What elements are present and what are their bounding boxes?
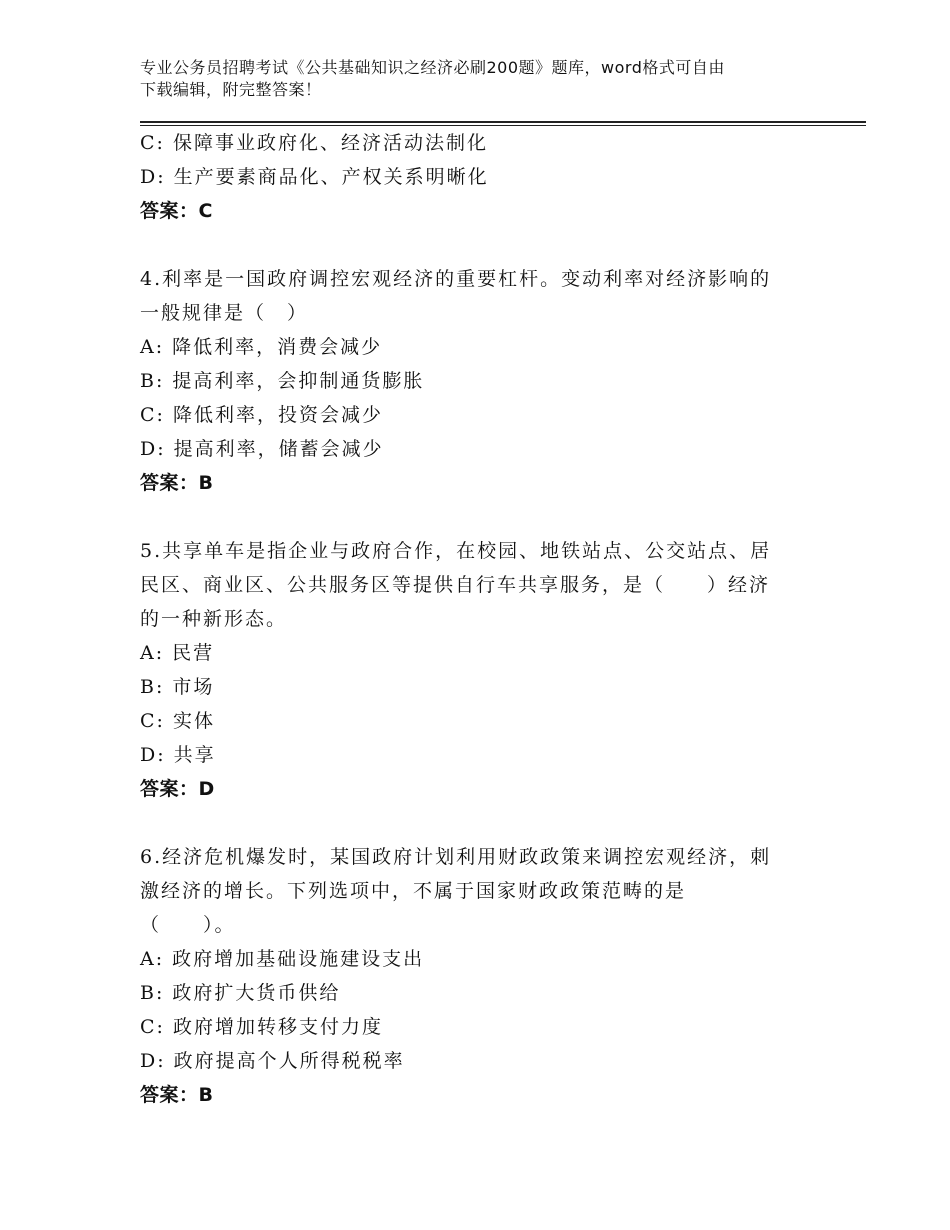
q5-stem-line-1: 5.共享单车是指企业与政府合作，在校园、地铁站点、公交站点、居	[140, 540, 772, 562]
q3-option-d: D: 生产要素商品化、产权关系明晰化	[140, 166, 489, 188]
q6-answer: 答案：B	[140, 1084, 214, 1106]
question-5	[140, 534, 860, 806]
question-content	[140, 126, 860, 1112]
q5-option-a: A: 民营	[140, 642, 215, 664]
q6-stem-line-2: 激经济的增长。下列选项中，不属于国家财政政策范畴的是	[140, 880, 687, 902]
q4-option-c: C: 降低利率，投资会减少	[140, 404, 383, 426]
header-line-2: 下载编辑，附完整答案！	[140, 80, 322, 99]
q5-option-d: D: 共享	[140, 744, 216, 766]
spacer	[140, 500, 860, 534]
q5-stem-line-2: 民区、商业区、公共服务区等提供自行车共享服务，是（ ）经济	[140, 574, 771, 596]
q5-stem-line-3: 的一种新形态。	[140, 608, 288, 630]
q4-option-a: A: 降低利率，消费会减少	[140, 336, 383, 358]
q5-option-c: C: 实体	[140, 710, 215, 732]
q5-answer: 答案：D	[140, 778, 215, 800]
q4-stem-line-1: 4.利率是一国政府调控宏观经济的重要杠杆。变动利率对经济影响的	[140, 268, 772, 290]
question-3	[140, 126, 860, 228]
q4-stem-line-2: 一般规律是（ ）	[140, 302, 309, 324]
question-6	[140, 840, 860, 1112]
header-line-1: 专业公务员招聘考试《公共基础知识之经济必刷200题》题库，word格式可自由	[140, 58, 725, 77]
q4-answer: 答案：B	[140, 472, 214, 494]
q6-option-c: C: 政府增加转移支付力度	[140, 1016, 383, 1038]
header-rule-thick	[140, 121, 866, 123]
document-header	[140, 57, 810, 101]
spacer	[140, 806, 860, 840]
q3-option-c: C: 保障事业政府化、经济活动法制化	[140, 132, 488, 154]
q4-option-b: B: 提高利率，会抑制通货膨胀	[140, 370, 425, 392]
q6-stem-line-1: 6.经济危机爆发时，某国政府计划利用财政政策来调控宏观经济，刺	[140, 846, 772, 868]
q6-option-b: B: 政府扩大货币供给	[140, 982, 341, 1004]
q3-answer: 答案：C	[140, 200, 213, 222]
q5-option-b: B: 市场	[140, 676, 215, 698]
q6-option-d: D: 政府提高个人所得税税率	[140, 1050, 405, 1072]
q4-option-d: D: 提高利率，储蓄会减少	[140, 438, 384, 460]
question-4	[140, 262, 860, 500]
q6-option-a: A: 政府增加基础设施建设支出	[140, 948, 425, 970]
q6-stem-line-3: （ ）。	[140, 914, 236, 936]
spacer	[140, 228, 860, 262]
